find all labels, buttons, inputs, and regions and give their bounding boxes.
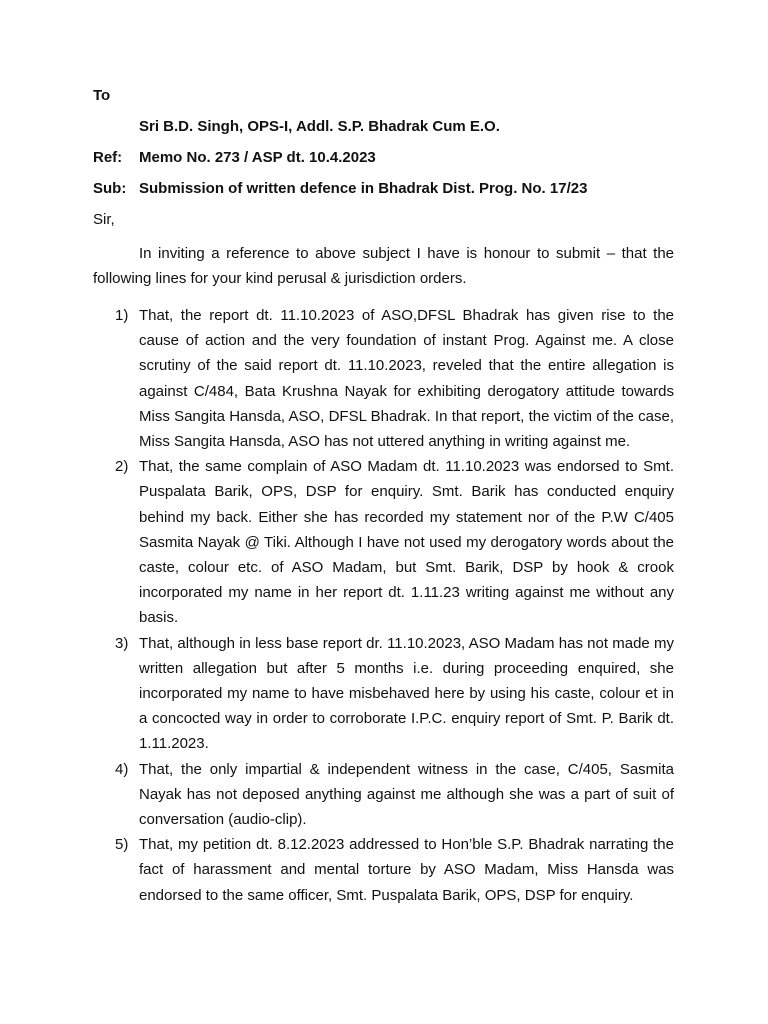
point-number: 5) [115, 836, 129, 854]
point-number: 1) [115, 307, 129, 324]
numbered-points [93, 303, 674, 908]
reference-row [93, 148, 674, 168]
point-item [93, 454, 674, 630]
intro-paragraph: In inviting a reference to above subject I have is honour to submit – that the following lines for your kind perusal & jurisdiction orders. [93, 245, 674, 287]
point-text: That, my petition dt. 8.12.2023 addressed to Hon’ble S.P. Bhadrak narrating the fact of harassment and mental torture by ASO Madam, Miss Hansda was endorsed to the same officer, Smt. Puspalata Barik, OPS, DSP for enquiry. [139, 836, 674, 904]
sub-text: Submission of written defence in Bhadrak Dist. Prog. No. 17/23 [139, 180, 588, 197]
point-text: That, the only impartial & independent witness in the case, C/405, Sasmita Nayak has not deposed anything against me although she was a part of suit of conversation (audio-clip). [139, 760, 674, 829]
sub-label: Sub: [93, 180, 127, 197]
addressee: Sri B.D. Singh, OPS-I, Addl. S.P. Bhadrak Cum E.O. [139, 118, 500, 135]
point-item [93, 631, 674, 757]
to-label: To [93, 87, 111, 104]
point-text: That, although in less base report dr. 11.10.2023, ASO Madam has not made my written allegation but after 5 months i.e. during proceeding enquired, she incorporated my name to have misbehaved here by using his caste, colour et in a concocted way in order to corroborate I.P.C. enquiry report of Smt. P. Barik dt. 1.11.2023. [139, 634, 674, 753]
point-item [93, 303, 674, 454]
point-number: 3) [115, 634, 129, 652]
subject-row [93, 179, 674, 199]
point-number: 4) [115, 760, 129, 778]
point-item [93, 832, 674, 908]
point-text: That, the report dt. 11.10.2023 of ASO,DFSL Bhadrak has given rise to the cause of action and the very foundation of instant Prog. Against me. A close scrutiny of the said report dt. 11.10.2023, reveled that the entire allegation is against C/484, Bata Krushna Nayak for exhibiting derogatory attitude towards Miss Sangita Hansda, ASO, DFSL Bhadrak. In that report, the victim of the case, Miss Sangita Hansda, ASO has not uttered anything in writing against me. [139, 307, 674, 451]
point-item [93, 757, 674, 833]
ref-label: Ref: [93, 149, 123, 166]
salutation: Sir, [93, 211, 115, 228]
point-text: That, the same complain of ASO Madam dt. 11.10.2023 was endorsed to Smt. Puspalata Barik, OPS, DSP for enquiry. Smt. Barik has conducted enquiry behind my back. Either she has recorded my statement nor of the P.W C/405 Sasmita Nayak @ Tiki. Although I have not used my derogatory words about the caste, colour etc. of ASO Madam, but Smt. Barik, DSP by hook & crook incorporated my name in her report dt. 1.11.23 writing against me without any basis. [139, 458, 674, 627]
ref-text: Memo No. 273 / ASP dt. 10.4.2023 [139, 149, 376, 166]
point-number: 2) [115, 458, 129, 476]
